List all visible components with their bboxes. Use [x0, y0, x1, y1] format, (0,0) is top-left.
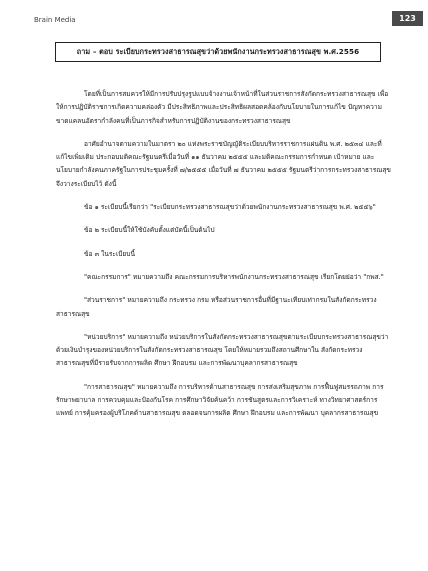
page-number-badge: 123: [392, 11, 423, 26]
clause-2: ข้อ ๒ ระเบียบนี้ให้ใช้บังคับตั้งแต่บัดนี้เป็นต้นไป: [84, 226, 215, 235]
publisher-brand: Brain Media: [34, 16, 76, 24]
definition-service-unit: "หน่วยบริการ" หมายความถึง หน่วยบริการในสังกัดกระทรวงสาธารณสุขตามระเบียบกระทรวงสาธารณสุขว่าด้วยเงินบำรุงของหน่วยบริการในสังกัดกระทรวงสาธารณสุข โดยให้หมายรวมถึงสถานศึกษาใน สังกัดกระทรวงสาธารณสุขที่มีรายรับจากการผลิต ศึกษา ฝึกอบรม และการพัฒนาบุคลากรสาธารณสุข: [56, 332, 389, 368]
document-title: ถาม – ตอบ ระเบียบกระทรวงสาธารณสุขว่าด้วยพนักงานกระทรวงสาธารณสุข พ.ศ.2556: [55, 42, 381, 62]
definition-public-health: "การสาธารณสุข" หมายความถึง การบริหารด้านสาธารณสุข การส่งเสริมสุขภาพ การฟื้นฟูสมรรถภาพ การรักษาพยาบาล การควบคุมและป้องกันโรค การศึกษาวิจัยค้นคว้า การชันสูตรและการวิเคราะห์ ทางวิทยาศาสตร์การแพทย์ การคุ้มครองผู้บริโภคด้านสาธารณสุข ตลอดจนการผลิต ศึกษา ฝึกอบรม และการพัฒนา บุคลากรสาธารณสุข: [56, 382, 384, 418]
definition-committee: "คณะกรรมการ" หมายความถึง คณะกรรมการบริหารพนักงานกระทรวงสาธารณสุข เรียกโดยย่อว่า "กพส.": [84, 272, 384, 281]
clause-3: ข้อ ๓ ในระเบียบนี้: [84, 249, 135, 258]
document-body: [56, 88, 391, 421]
preamble-paragraph: โดยที่เป็นการสมควรให้มีการปรับปรุงรูปแบบจ้างงานเจ้าหน้าที่ในส่วนราชการสังกัดกระทรวงสาธารณสุข เพื่อให้การปฏิบัติราชการเกิดความคล่องตัว มีประสิทธิภาพและประสิทธิผลสอดคล้องกับนโยบายในการแก้ไข ปัญหาความขาดแคลนอัตรากำลังคนที่เป็นภารกิจสำหรับการปฏิบัติงานของกระทรวงสาธารณสุข: [56, 90, 389, 125]
clause-1: ข้อ ๑ ระเบียบนี้เรียกว่า "ระเบียบกระทรวงสาธารณสุขว่าด้วยพนักงานกระทรวงสาธารณสุข พ.ศ. ๒๕๕๖": [84, 203, 376, 212]
definition-agency: "ส่วนราชการ" หมายความถึง กระทรวง กรม หรือส่วนราชการอื่นที่มีฐานะเทียบเท่ากรมในสังกัดกระทรวงสาธารณสุข: [56, 296, 377, 318]
authority-paragraph: อาศัยอำนาจตามความในมาตรา ๒๐ แห่งพระราชบัญญัติระเบียบบริหารราชการแผ่นดิน พ.ศ. ๒๕๓๔ และที่แก้ไขเพิ่มเติม ประกอบมติคณะรัฐมนตรีเมื่อวันที่ ๑๑ ธันวาคม ๒๕๕๕ และมติคณะกรรมการกำหนด เป้าหมาย และนโยบายกำลังคนภาครัฐในการประชุมครั้งที่ ๗/๒๕๕๕ เมื่อวันที่ ๗ ธันวาคม ๒๕๕๕ รัฐมนตรีว่าการกระทรวงสาธารณสุขจึงวางระเบียบไว้ ดังนี้: [56, 139, 391, 188]
